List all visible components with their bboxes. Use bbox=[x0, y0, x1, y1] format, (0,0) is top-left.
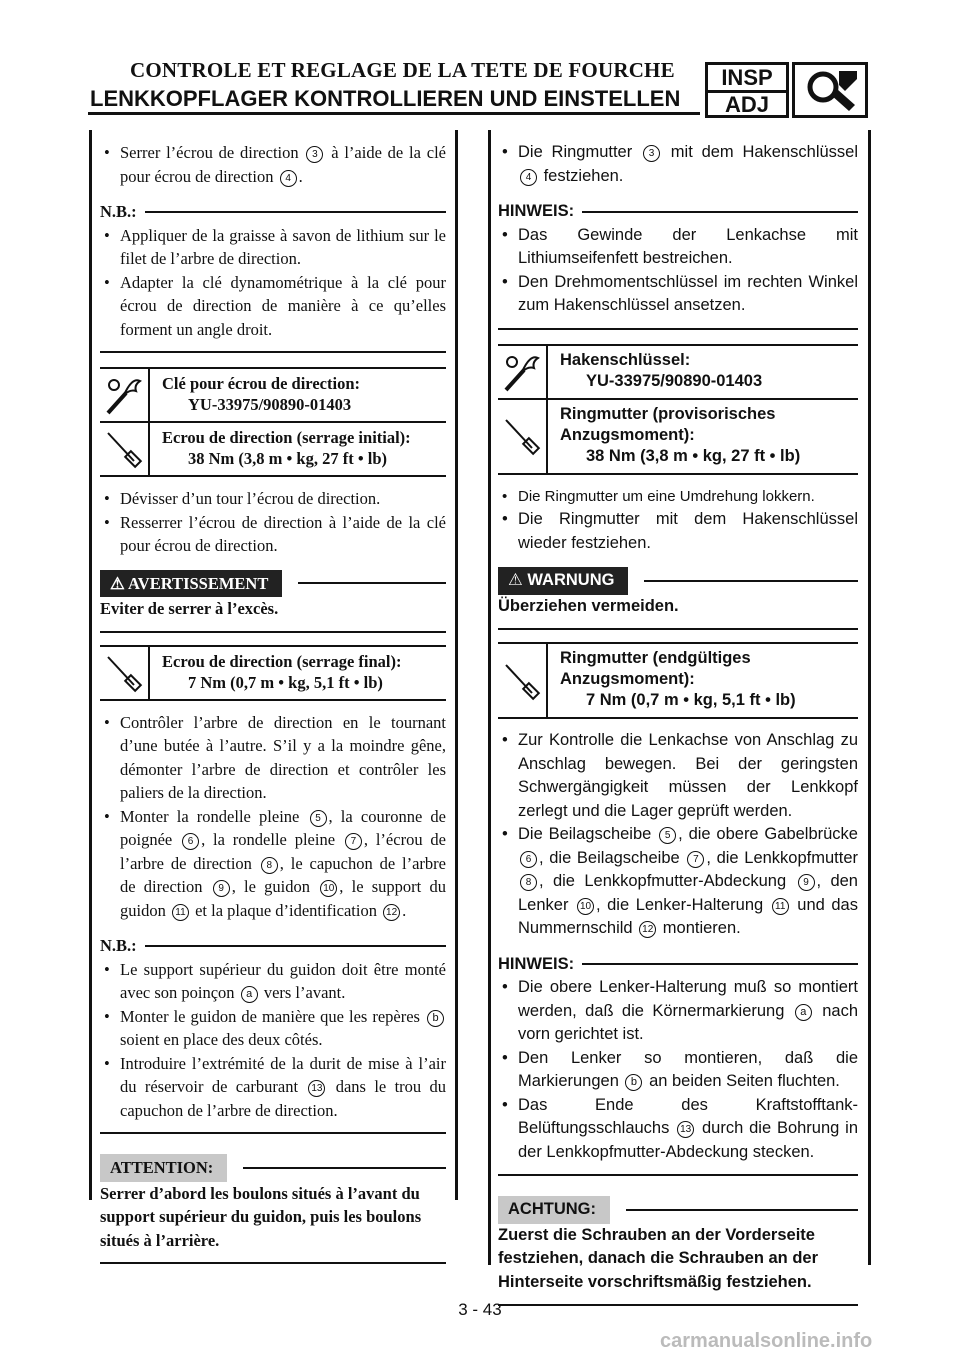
fr-spec-torque-initial bbox=[100, 421, 446, 475]
de-note-item: • Die obere Lenker-Halterung muß so montiert werden, daß die Körnermarkierung a nach vorn gerichtet ist. bbox=[498, 976, 858, 1047]
de-spec-tool-label: Hakenschlüssel: bbox=[560, 350, 691, 369]
de-spec-torque-initial-value: 38 Nm (3,8 m • kg, 27 ft • lb) bbox=[586, 446, 801, 465]
de-spec-torque-final-label: Ringmutter (endgültiges Anzugsmoment): bbox=[560, 649, 751, 688]
french-column bbox=[100, 141, 446, 1274]
fr-note-heading: N.B.: bbox=[100, 200, 446, 224]
caution-badge: ACHTUNG: bbox=[498, 1196, 610, 1224]
fr-spec-tool bbox=[100, 367, 446, 421]
watermark: carmanualsonline.info bbox=[660, 1330, 873, 1352]
fr-spec-tool-label: Clé pour écrou de direction: bbox=[162, 374, 360, 393]
de-warning-heading bbox=[498, 567, 858, 595]
badge-bottom: ADJ bbox=[724, 92, 769, 117]
de-warning-text: Überziehen vermeiden. bbox=[498, 596, 679, 615]
fr-warning-text: Eviter de serrer à l’excès. bbox=[100, 599, 279, 618]
fr-caution-text: Serrer d’abord les boulons situés à l’avant du support supérieur du guidon, puis les boulons situés à l’arrière. bbox=[100, 1183, 422, 1250]
fr-step: • Dévisser d’un tour l’écrou de direction. bbox=[100, 487, 446, 511]
fr-note-item: • Introduire l’extrémité de la durit de mise à l’air du réservoir de carburant 13 dans le trou du capuchon de l’arbre de direction. bbox=[100, 1052, 446, 1123]
right-column-rule-outer bbox=[868, 130, 871, 1265]
warning-badge: ⚠ AVERTISSEMENT bbox=[100, 570, 282, 598]
fr-note-item: • Adapter la clé dynamométrique à la clé pour écrou de direction de manière à ce qu’elles forment un angle droit. bbox=[100, 271, 446, 342]
page-title-fr: CONTROLE ET REGLAGE DE LA TETE DE FOURCHE bbox=[130, 58, 675, 82]
de-note-item: • Das Ende des Kraftstofftank-Belüftungsschlauchs 13 durch die Bohrung in der Lenkkopfmutter-Abdeckung stecken. bbox=[498, 1094, 858, 1165]
de-caution-heading bbox=[498, 1196, 858, 1224]
de-spec-torque-final bbox=[498, 642, 858, 717]
de-step: • Die Ringmutter um eine Umdrehung lokkern. bbox=[498, 485, 858, 509]
fr-spec-torque-final bbox=[100, 645, 446, 699]
de-note-heading: HINWEIS: bbox=[498, 953, 858, 977]
de-spec-torque-initial bbox=[498, 398, 858, 473]
de-spec-torque-initial-label: Ringmutter (provisorisches Anzugsmoment): bbox=[560, 404, 776, 444]
fr-spec-torque-final-value: 7 Nm (0,7 m • kg, 5,1 ft • lb) bbox=[188, 672, 383, 692]
fr-note-heading: N.B.: bbox=[100, 934, 446, 958]
de-caution-text: Zuerst die Schrauben an der Vorderseite festziehen, danach die Schrauben an der Hinterseite vorschriftsmäßig festziehen. bbox=[498, 1225, 819, 1291]
fr-note-item: • Appliquer de la graisse à savon de lithium sur le filet de l’arbre de direction. bbox=[100, 224, 446, 271]
de-step-tighten: • Die Ringmutter 3 mit dem Hakenschlüssel 4 festziehen. bbox=[498, 141, 858, 188]
fr-note-item: • Le support supérieur du guidon doit être monté avec son poinçon a vers l’avant. bbox=[100, 958, 446, 1005]
de-note-item: • Den Drehmomentschlüssel im rechten Winkel zum Hakenschlüssel ansetzen. bbox=[498, 271, 858, 318]
badge-top: INSP bbox=[721, 65, 773, 90]
page-number: 3 - 43 bbox=[458, 1300, 502, 1319]
de-spec-tool bbox=[498, 344, 858, 398]
torque-wrench-icon bbox=[100, 647, 150, 699]
fr-spec-tool-value: YU-33975/90890-01403 bbox=[188, 395, 352, 414]
de-step-mount: • Die Beilagscheibe 5 , die obere Gabelbrücke 6 , die Beilagscheibe 7 , die Lenkkopfmutter 8 , die Lenkkopfmutter-Abdeckung 9 , den Lenker 10 , die Lenker-Halterung 11 und das Nummernschild 12 montieren. bbox=[498, 823, 858, 941]
insp-adj-badge bbox=[705, 62, 789, 118]
de-note-item: • Das Gewinde der Lenkachse mit Lithiumseifenfett bestreichen. bbox=[498, 224, 858, 271]
fr-step: • Resserrer l’écrou de direction à l’aide de la clé pour écrou de direction. bbox=[100, 511, 446, 558]
special-tool-icon bbox=[498, 346, 548, 398]
wrench-tool-icon bbox=[792, 62, 868, 118]
fr-note-item: • Monter le guidon de manière que les repères b soient en place des deux côtés. bbox=[100, 1005, 446, 1052]
special-tool-icon bbox=[100, 369, 150, 421]
torque-wrench-icon bbox=[100, 423, 150, 475]
fr-spec-torque-initial-value: 38 Nm (3,8 m • kg, 27 ft • lb) bbox=[188, 449, 387, 468]
de-note-heading: HINWEIS: bbox=[498, 200, 858, 224]
fr-caution-heading bbox=[100, 1154, 446, 1182]
caution-badge: ATTENTION: bbox=[100, 1154, 227, 1182]
torque-wrench-icon bbox=[498, 400, 548, 473]
page-title-de: LENKKOPFLAGER KONTROLLIEREN UND EINSTELLEN bbox=[90, 86, 681, 111]
fr-step: • Contrôler l’arbre de direction en le tournant d’une butée à l’autre. S’il y a la moindre gêne, démonter l’arbre de direction et contrôler les paliers de la direction. bbox=[100, 711, 446, 805]
fr-spec-torque-final-label: Ecrou de direction (serrage final): bbox=[162, 651, 402, 671]
left-column-rule-inner bbox=[455, 130, 458, 1200]
warning-badge: ⚠ WARNUNG bbox=[498, 567, 628, 595]
de-step: • Zur Kontrolle die Lenkachse von Anschlag zu Anschlag bewegen. Bei der geringsten Schwergängigkeit müssen der Lenkkopf zerlegt und die Lager geprüft werden. bbox=[498, 729, 858, 823]
right-column-rule-inner bbox=[488, 130, 491, 1265]
fr-step-mount: • Monter la rondelle pleine 5 , la couronne de poignée 6 , la rondelle pleine 7 , l’écrou de l’arbre de direction 8 , le capuchon de l’arbre de direction 9 , le guidon 10 , le support du guidon 11 et la plaque d’identification 12 . bbox=[100, 805, 446, 923]
torque-wrench-icon bbox=[498, 644, 548, 717]
header-rule bbox=[88, 112, 700, 115]
fr-step-tighten: • Serrer l’écrou de direction 3 à l’aide de la clé pour écrou de direction 4 . bbox=[100, 141, 446, 188]
left-column-rule-outer bbox=[89, 130, 92, 1200]
de-spec-tool-value: YU-33975/90890-01403 bbox=[586, 371, 763, 390]
fr-spec-torque-initial-label: Ecrou de direction (serrage initial): bbox=[162, 428, 411, 447]
fr-warning-heading bbox=[100, 570, 446, 598]
de-note-item: • Den Lenker so montieren, daß die Markierungen b an beiden Seiten fluchten. bbox=[498, 1047, 858, 1094]
de-spec-torque-final-value: 7 Nm (0,7 m • kg, 5,1 ft • lb) bbox=[586, 691, 796, 709]
de-step: • Die Ringmutter mit dem Hakenschlüssel wieder festziehen. bbox=[498, 508, 858, 555]
german-column bbox=[498, 141, 858, 1316]
